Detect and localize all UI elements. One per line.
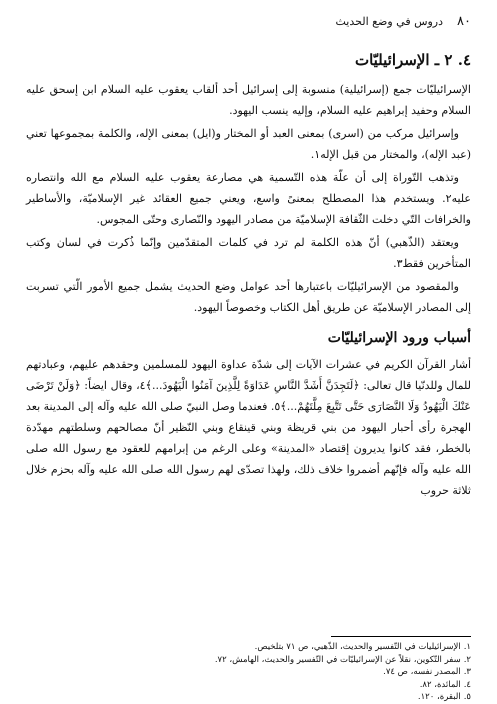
footnotes — [26, 636, 471, 704]
paragraph-torah-naming: وتذهب التّوراة إلى أن علّة هذه التّسمية هي مصارعة يعقوب عليه السلام مع الله وانتصاره عليه٢. ويستخدم هذا المصطلح بمعنىً واسع، ويعني جميع العقائد غير الإسلاميّة، والأساطير والخرافات التّي دخلت الثّقافة الإسلاميّة من مصادر اليهود والنّصارى وحتّى المجوس. — [26, 171, 471, 226]
section-title-israiliyyat: ٤. ٢ ـ الإسرائيليّات — [354, 51, 471, 69]
paragraph-intended-meaning: والمقصود من الإسرائيليّات باعتبارها أحد عوامل وضع الحديث يشمل جميع الأمور الّتي تسربت إلى المصادر الإسلاميّة عن طريق أهل الكتاب وخصوصاً اليهود. — [26, 280, 471, 314]
paragraph-definition: الإسرائيليّات جمع (إسرائيلية) منسوبة إلى إسرائيل أحد ألقاب يعقوب عليه السلام ابن إسحق عليه السلام وحفيد إبراهيم عليه السلام، وإليه ينسب اليهود. — [26, 83, 471, 117]
footnote-divider — [331, 636, 471, 637]
page-header — [26, 14, 471, 29]
footnote-item: ٥.البقرة، ١٢٠. — [417, 692, 471, 702]
footnote-item: ١.الإسرائيليات في التّفسير والحديث، الذّهبي، ص ٧١ بتلخيص. — [254, 642, 471, 652]
footnote-item: ٢.سفر التّكوين، نقلاً عن الإسرائيليّات في التّفسير والحديث، الهامش، ٧٢. — [214, 654, 471, 665]
page-number: ٨٠ — [457, 14, 471, 29]
paragraph-reasons: أشار القرآن الكريم في عشرات الآيات إلى شدّة عداوة اليهود للمسلمين وحقدهم عليهم، وعبادتهم للمال وللدنّيا قال تعالى: ﴿لَتَجِدَنَّ أَشَدَّ النَّاسِ عَدَاوَةً لِلَّذِينَ آمَنُوا الْيَهُودَ...﴾٤، وقال ايضاً: ﴿وَلَنْ تَرْضَى عَنْكَ الْيَهُودُ وَلَا النَّصَارَى حَتَّى تَتَّبِعَ مِلَّتَهُمْ...﴾٥. فعندما وصل النبيّ صلى الله عليه وآله إلى المدينة بعد الهجرة رأى أحبار اليهود من بني قريظة وبني قينقاع وبني النّظير أنّ مصالحهم وسلطتهم مهدّدة بالخطر، فقد كانوا يديرون إقتصاد «المدينة» وعلى الرغم من إبرامهم للعقود مع رسول الله صلى الله عليه وآله فإنّهم أضمروا خلاف ذلك، ولهذا تصدّى لهم رسول الله صلى الله عليه وآله بحزم خلال ثلاثة حروب — [26, 358, 471, 497]
footnote-item: ٤.المائدة، ٨٢. — [419, 679, 471, 690]
paragraph-etymology: وإسرائيل مركب من (اسرى) بمعنى العبد أو المختار و(ايل) بمعنى الإله، والكلمة بمجموعها تعني (عبد الإله)، والمختار من قبل الإله١. — [26, 127, 471, 161]
footnote-item: ٣.المصدر نفسه، ص ٧٤. — [383, 667, 471, 677]
paragraph-dhahabi: ويعتقد (الذّهبي) أنّ هذه الكلمة لم ترد في كلمات المتقدّمين وإنّما ذُكرت في لسان وكتب المتأخرين فقط٣. — [26, 236, 471, 270]
book-title: دروس في وضع الحديث — [335, 15, 444, 28]
section-title-reasons: أسباب ورود الإسرائيليّات — [327, 330, 471, 346]
